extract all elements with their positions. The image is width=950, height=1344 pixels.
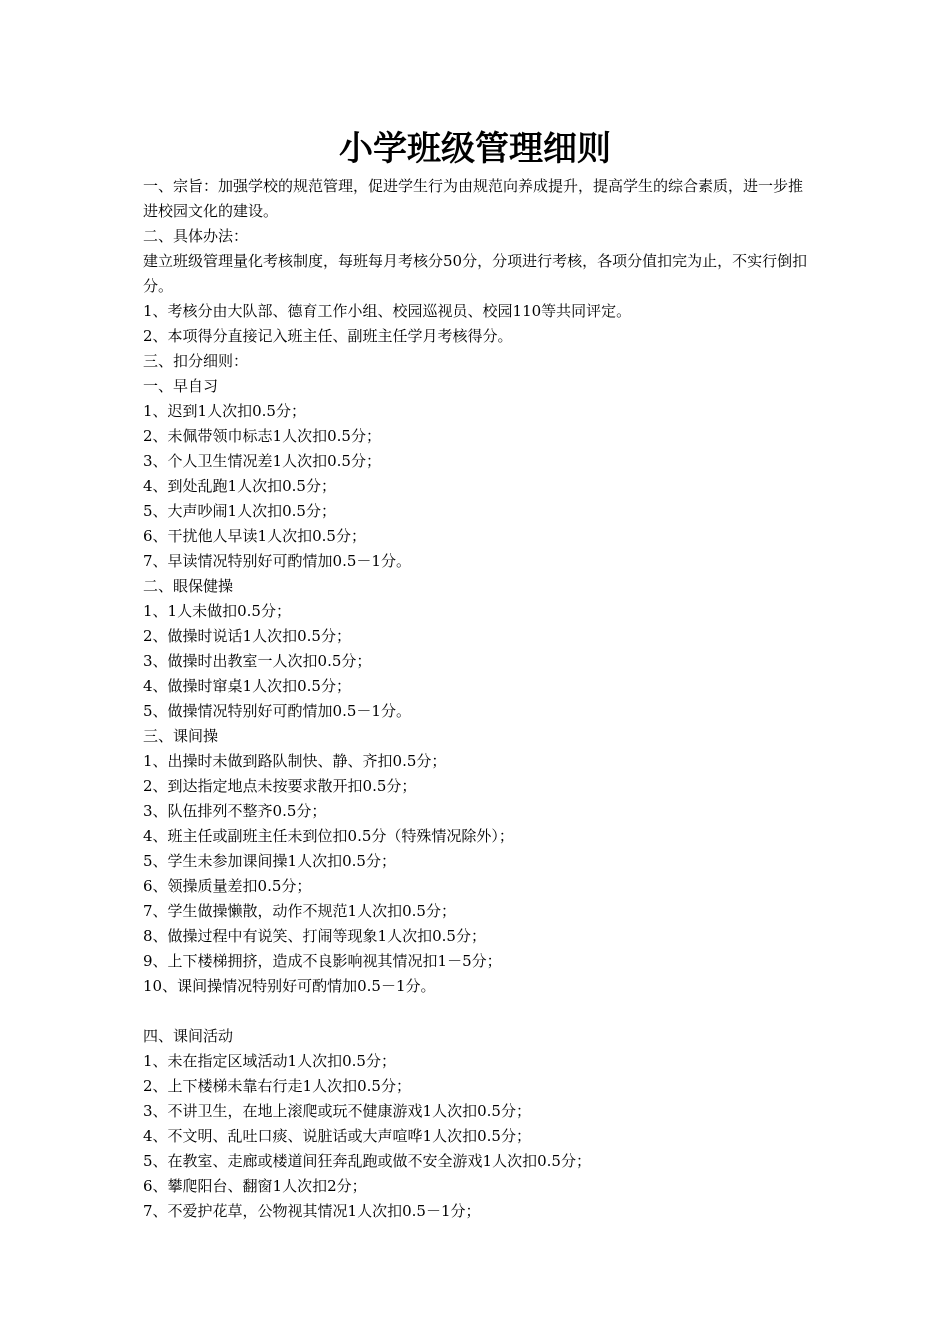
blank-line <box>143 999 811 1024</box>
document-line: 三、扣分细则： <box>143 352 249 370</box>
document-line: 9、上下楼梯拥挤，造成不良影响视其情况扣1－5分； <box>143 952 502 970</box>
document-line: 3、做操时出教室一人次扣0.5分； <box>143 652 372 670</box>
document-line: 2、本项得分直接记入班主任、副班主任学月考核得分。 <box>143 327 513 345</box>
document-title: 小学班级管理细则 <box>339 129 611 169</box>
document-line: 5、在教室、走廊或楼道间狂奔乱跑或做不安全游戏1人次扣0.5分； <box>143 1152 591 1170</box>
document-line: 3、不讲卫生，在地上滚爬或玩不健康游戏1人次扣0.5分； <box>143 1102 531 1120</box>
document-line: 4、到处乱跑1人次扣0.5分； <box>143 477 336 495</box>
document-line: 7、不爱护花草，公物视其情况1人次扣0.5－1分； <box>143 1202 481 1220</box>
document-line: 一、宗旨：加强学校的规范管理，促进学生行为由规范向养成提升，提高学生的综合素质，进一步推进校园文化的建设。 <box>143 177 804 220</box>
document-line: 1、1人未做扣0.5分； <box>143 602 291 620</box>
document-line: 4、不文明、乱吐口痰、说脏话或大声喧哗1人次扣0.5分； <box>143 1127 531 1145</box>
document-line: 3、队伍排列不整齐0.5分； <box>143 802 327 820</box>
document-line: 1、迟到1人次扣0.5分； <box>143 402 306 420</box>
document-line: 4、班主任或副班主任未到位扣0.5分（特殊情况除外）； <box>143 827 514 845</box>
document-line: 一、早自习 <box>143 377 219 395</box>
document-line: 8、做操过程中有说笑、打闹等现象1人次扣0.5分； <box>143 927 486 945</box>
document-line: 6、干扰他人早读1人次扣0.5分； <box>143 527 366 545</box>
document-line: 四、课间活动 <box>143 1027 234 1045</box>
document-line: 2、未佩带领巾标志1人次扣0.5分； <box>143 427 381 445</box>
document-line: 6、领操质量差扣0.5分； <box>143 877 312 895</box>
document-line: 建立班级管理量化考核制度，每班每月考核分50分，分项进行考核，各项分值扣完为止，不实行倒扣分。 <box>143 252 808 295</box>
document-line: 三、课间操 <box>143 727 219 745</box>
document-line: 6、攀爬阳台、翻窗1人次扣2分； <box>143 1177 367 1195</box>
document-line: 10、课间操情况特别好可酌情加0.5－1分。 <box>143 977 436 995</box>
document-line: 二、眼保健操 <box>143 577 234 595</box>
document-line: 2、做操时说话1人次扣0.5分； <box>143 627 351 645</box>
document-line: 2、上下楼梯未靠右行走1人次扣0.5分； <box>143 1077 411 1095</box>
document-line: 4、做操时窜桌1人次扣0.5分； <box>143 677 351 695</box>
document-line: 5、做操情况特别好可酌情加0.5－1分。 <box>143 702 411 720</box>
document-line: 5、学生未参加课间操1人次扣0.5分； <box>143 852 396 870</box>
document-line: 二、具体办法： <box>143 227 249 245</box>
document-line: 5、大声吵闹1人次扣0.5分； <box>143 502 336 520</box>
document-line: 7、学生做操懒散，动作不规范1人次扣0.5分； <box>143 902 456 920</box>
document-line: 2、到达指定地点未按要求散开扣0.5分； <box>143 777 417 795</box>
document-line: 1、出操时未做到路队制快、静、齐扣0.5分； <box>143 752 447 770</box>
document-line: 1、考核分由大队部、德育工作小组、校园巡视员、校园110等共同评定。 <box>143 302 632 320</box>
document-line: 7、早读情况特别好可酌情加0.5－1分。 <box>143 552 411 570</box>
document-body <box>143 174 811 1224</box>
document-line: 3、个人卫生情况差1人次扣0.5分； <box>143 452 381 470</box>
document-line: 1、未在指定区域活动1人次扣0.5分； <box>143 1052 396 1070</box>
